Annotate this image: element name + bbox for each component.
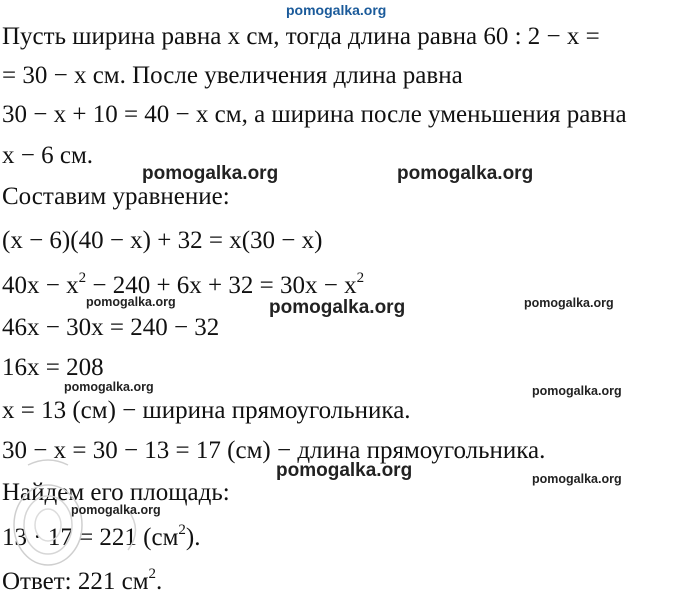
- watermark-6: pomogalka.org: [524, 296, 614, 310]
- equation-5: x = 13 (см) − ширина прямоугольника.: [2, 397, 411, 424]
- answer-exponent: 2: [148, 565, 157, 582]
- top-watermark: pomogalka.org: [286, 2, 387, 18]
- solution-line-1: Пусть ширина равна x см, тогда длина равна 60 : 2 − x =: [2, 23, 600, 50]
- watermark-8: pomogalka.org: [532, 384, 622, 398]
- equation-2-exponent-2: 2: [356, 269, 365, 286]
- equation-2-part-a: 40x − x: [2, 272, 79, 299]
- equation-2-part-b: − 240 + 6x + 32 = 30x − x: [86, 272, 357, 299]
- solution-line-3: 30 − x + 10 = 40 − x см, а ширина после уменьшения равна: [2, 101, 627, 128]
- solution-line-5: Составим уравнение:: [2, 183, 230, 210]
- watermark-9: pomogalka.org: [532, 472, 622, 486]
- area-heading: Найдем его площадь:: [2, 479, 230, 506]
- equation-2-exponent-1: 2: [78, 269, 87, 286]
- solution-line-2: = 30 − x см. После увеличения длина равна: [2, 62, 463, 89]
- watermark-1: pomogalka.org: [142, 163, 279, 184]
- watermark-10: pomogalka.org: [71, 503, 161, 517]
- watermark-3: pomogalka.org: [269, 297, 406, 318]
- watermark-5: pomogalka.org: [86, 295, 176, 309]
- watermark-2: pomogalka.org: [397, 163, 534, 184]
- equation-6: 30 − x = 30 − 13 = 17 (см) − длина прямоугольника.: [2, 437, 546, 464]
- equation-4: 16x = 208: [2, 354, 104, 381]
- area-part-b: ).: [185, 524, 201, 551]
- solution-line-4: x − 6 см.: [2, 142, 94, 169]
- equation-1: (x − 6)(40 − x) + 32 = x(30 − x): [2, 227, 323, 254]
- answer-part-a: Ответ: 221 см: [2, 568, 149, 595]
- watermark-4: pomogalka.org: [276, 460, 413, 481]
- area-part-a: 13 · 17 = 221 (см: [2, 524, 179, 551]
- answer-part-b: .: [156, 568, 163, 595]
- equation-3: 46x − 30x = 240 − 32: [2, 314, 220, 341]
- area-exponent: 2: [178, 521, 186, 538]
- watermark-7: pomogalka.org: [64, 380, 154, 394]
